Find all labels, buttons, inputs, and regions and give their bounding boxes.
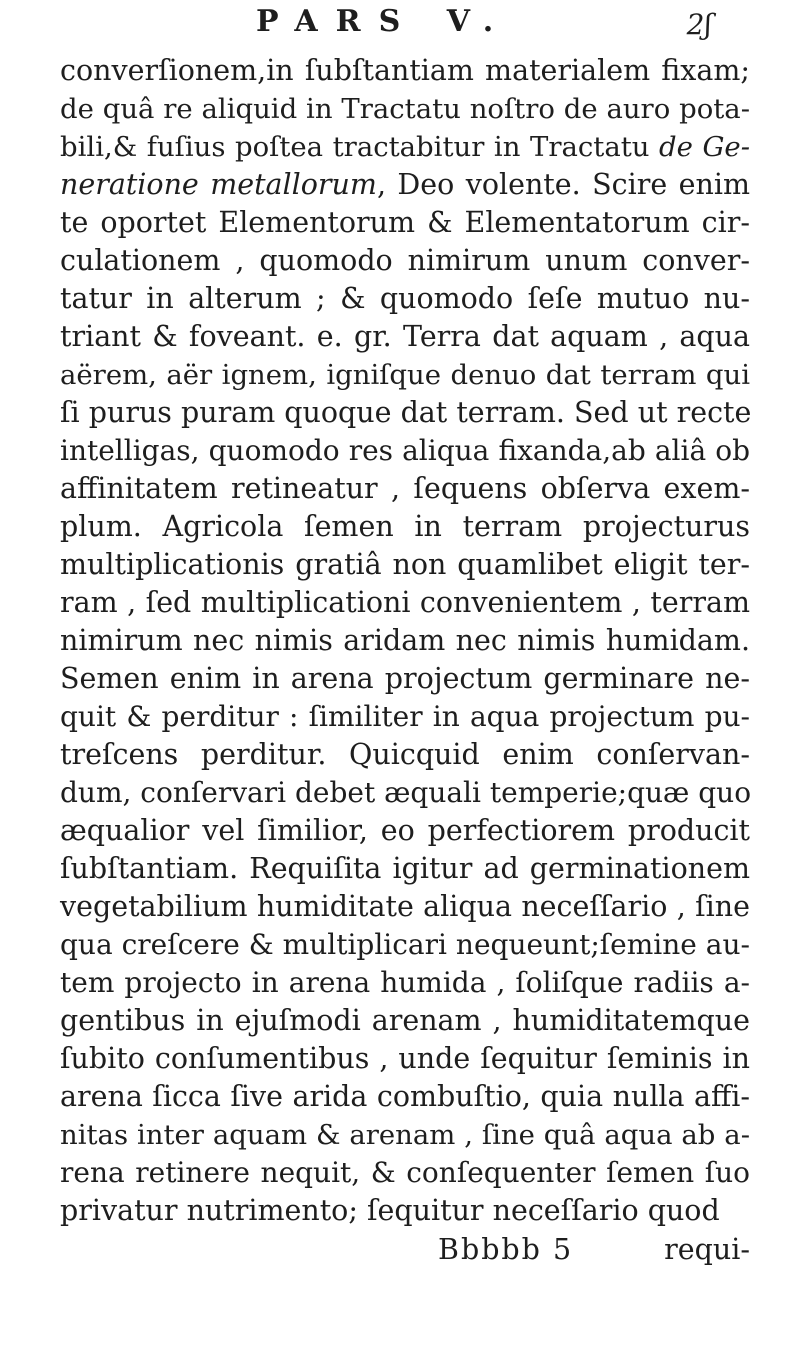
line-text: æqualior vel ſimilior, eo perfectiorem producit bbox=[60, 814, 750, 847]
text-line bbox=[60, 964, 750, 1002]
text-line bbox=[60, 242, 750, 280]
page-header bbox=[0, 4, 800, 54]
line-text: arena ſicca ſive arida combuſtio, quia nulla affi- bbox=[60, 1080, 750, 1113]
italic-text: neratione metallorum bbox=[60, 168, 377, 201]
text-line bbox=[60, 584, 750, 622]
line-text: de quâ re aliquid in Tractatu noſtro de auro pota- bbox=[60, 93, 750, 125]
line-text: ſi purus puram quoque dat terram. Sed ut recte bbox=[60, 396, 752, 429]
text-line bbox=[60, 128, 750, 166]
text-line bbox=[60, 888, 750, 926]
line-text: vegetabilium humiditate aliqua neceſſario , ſine bbox=[60, 890, 750, 923]
text-line bbox=[60, 850, 750, 888]
text-line bbox=[60, 52, 750, 90]
body-text bbox=[60, 52, 750, 1270]
line-text: , Deo volente. Scire enim bbox=[376, 168, 750, 201]
line-text: rena retinere nequit, & conſequenter ſemen ſuo bbox=[60, 1156, 750, 1189]
text-line bbox=[60, 318, 750, 356]
text-line bbox=[60, 736, 750, 774]
text-line bbox=[60, 622, 750, 660]
line-text: dum, conſervari debet æquali temperie;quæ quo bbox=[60, 776, 752, 809]
line-text: ſubſtantiam. Requiſita igitur ad germinationem bbox=[60, 852, 750, 885]
line-text: bili,& fuſius poſtea tractabitur in Tractatu bbox=[60, 131, 660, 163]
line-text: privatur nutrimento; ſequitur neceſſario quod bbox=[60, 1194, 720, 1227]
line-text: gentibus in ejuſmodi arenam , humiditatemque bbox=[60, 1004, 750, 1037]
text-line bbox=[60, 470, 750, 508]
line-text: treſcens perditur. Quicquid enim conſervan- bbox=[60, 738, 750, 771]
text-line bbox=[60, 166, 750, 204]
text-line bbox=[60, 774, 750, 812]
line-text: plum. Agricola ſemen in terram projecturus bbox=[60, 510, 750, 543]
line-text: multiplicationis gratiâ non quamlibet eligit ter- bbox=[60, 548, 750, 581]
text-line bbox=[60, 812, 750, 850]
line-text: tem projecto in arena humida , ſoliſque radiis a- bbox=[60, 966, 750, 999]
line-text: nitas inter aquam & arenam , ſine quâ aqua ab a- bbox=[60, 1119, 750, 1151]
text-line bbox=[60, 1154, 750, 1192]
text-line bbox=[60, 204, 750, 242]
text-line bbox=[60, 1002, 750, 1040]
line-text: Semen enim in arena projectum germinare ne- bbox=[60, 662, 750, 695]
line-text: nimirum nec nimis aridam nec nimis humidam. bbox=[60, 624, 750, 657]
signature-line bbox=[60, 1230, 750, 1270]
line-text: affinitatem retineatur , ſequens obſerva exem- bbox=[60, 472, 750, 505]
text-line bbox=[60, 926, 750, 964]
text-line bbox=[60, 698, 750, 736]
line-text: triant & foveant. e. gr. Terra dat aquam , aqua bbox=[60, 320, 750, 353]
line-text: ram , ſed multiplicationi convenientem , terram bbox=[60, 586, 750, 619]
text-line bbox=[60, 1078, 750, 1116]
line-text: quit & perditur : ſimiliter in aqua projectum pu- bbox=[60, 700, 750, 733]
line-text: te oportet Elementorum & Elementatorum cir- bbox=[60, 206, 750, 239]
line-text: converſionem,in ſubſtantiam materialem fixam; bbox=[60, 54, 750, 87]
signature-mark: Bbbbb 5 bbox=[438, 1233, 574, 1266]
text-line bbox=[60, 356, 750, 394]
running-head: PARS V. bbox=[256, 4, 512, 39]
page-number: 2ʃ bbox=[686, 8, 712, 41]
italic-text: de Ge- bbox=[659, 131, 750, 163]
line-text: aërem, aër ignem, igniſque denuo dat terram qui bbox=[60, 359, 750, 391]
line-text: tatur in alterum ; & quomodo ſeſe mutuo nu- bbox=[60, 282, 750, 315]
text-line bbox=[60, 394, 750, 432]
text-line bbox=[60, 1192, 750, 1230]
line-text: qua creſcere & multiplicari nequeunt;ſemine au- bbox=[60, 928, 750, 961]
line-text: intelligas, quomodo res aliqua fixanda,ab aliâ ob bbox=[60, 434, 750, 467]
line-text: ſubito conſumentibus , unde ſequitur ſeminis in bbox=[60, 1042, 750, 1075]
text-line bbox=[60, 508, 750, 546]
text-line bbox=[60, 432, 750, 470]
line-text: culationem , quomodo nimirum unum conver- bbox=[60, 244, 750, 277]
catchword: requi- bbox=[664, 1233, 750, 1266]
text-line bbox=[60, 90, 750, 128]
text-line bbox=[60, 280, 750, 318]
text-line bbox=[60, 660, 750, 698]
text-line bbox=[60, 1116, 750, 1154]
text-line bbox=[60, 1040, 750, 1078]
text-line bbox=[60, 546, 750, 584]
